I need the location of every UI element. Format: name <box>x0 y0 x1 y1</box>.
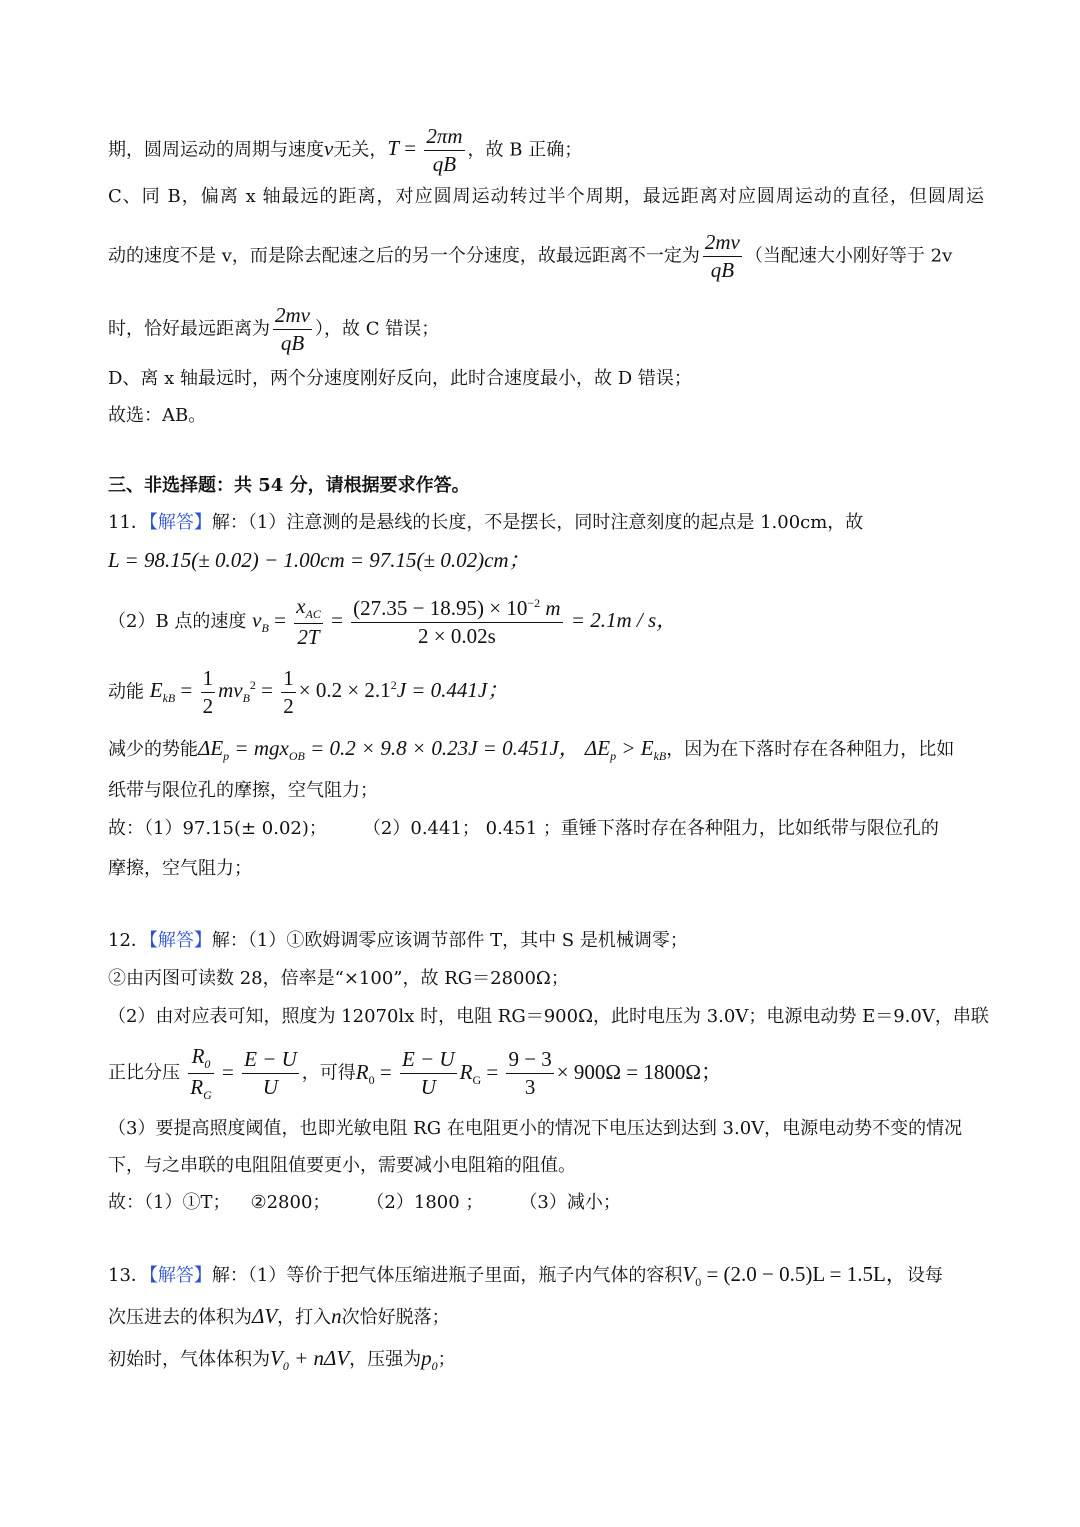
var-R: R <box>459 1059 473 1084</box>
text: （2）B 点的速度 <box>108 610 247 632</box>
numerator: E − U <box>244 1047 297 1072</box>
denominator: U <box>242 1073 299 1098</box>
text: （2）1800 ； <box>366 1192 484 1213</box>
denominator: U <box>400 1073 457 1098</box>
q11-potential <box>108 738 984 762</box>
result: = 0.2 × 9.8 × 0.23J = 0.451J， <box>304 736 580 760</box>
q11-line-1 <box>108 514 984 532</box>
line-option-d: D、离 x 轴最远时，两个分速度刚好反向，此时合速度最小，故 D 错误； <box>108 368 692 389</box>
q12-line-6: 下，与之串联的电阻阻值要更小，需要减小电阻箱的阻值。 <box>108 1155 576 1176</box>
fraction-half-2: $\frac{1}{2}$ <box>283 666 294 718</box>
subscript: OB <box>288 749 305 764</box>
q13-line-1 <box>108 1264 984 1288</box>
q12-line-5: （3）要提高照度阈值，也即光敏电阻 RG 在电阻更小的情况下电压达到达到 3.0V，电源电动势不变的情况 <box>108 1118 963 1139</box>
fraction-half: $\frac{1}{2}$ <box>202 666 214 718</box>
text: 解：（1）等价于把气体压缩进瓶子里面，瓶子内气体的容积 <box>211 1265 683 1286</box>
numerator: 9 − 3 <box>508 1047 552 1072</box>
question-number: 13． <box>108 1265 149 1286</box>
text: （2）0.441； <box>362 818 480 839</box>
text: ，故 B 正确； <box>467 139 583 161</box>
var-p: p <box>421 1346 432 1370</box>
var-dV: ΔV <box>252 1304 278 1328</box>
var-E: E <box>149 678 163 703</box>
numerator: x <box>296 594 306 618</box>
superscript: −2 <box>527 596 541 611</box>
q12-line-1 <box>108 932 984 950</box>
denominator: 2 × 0.02s <box>351 622 562 647</box>
text: 故：（1）97.15(± 0.02)； <box>108 818 327 839</box>
q11-kinetic: 动能 $E_{kB}$ = $\frac{1}{2}$ $mv_B^2$ = $\frac{1}{2}$ × $0.2 \times 2.1^2J = 0.441J$； <box>108 666 509 718</box>
q13-line-2 <box>108 1306 984 1327</box>
text: ；重锤下落时存在各种阻力，比如纸带与限位孔的 <box>542 818 939 839</box>
subscript: kB <box>653 749 667 764</box>
line-option-c: C、同 B，偏离 x 轴最远的距离，对应圆周运动转过半个周期，最远距离对应圆周运动的直径，但圆周运 <box>108 186 984 207</box>
q11-line-8: 摩擦，空气阻力； <box>108 858 252 879</box>
superscript: 2 <box>249 678 256 693</box>
subscript: G <box>203 1088 212 1103</box>
q12-line-2: ②由丙图可读数 28，倍率是“×100”，故 RG＝2800Ω； <box>108 968 569 989</box>
superscript: 2 <box>390 678 397 693</box>
result: × 900Ω = 1800Ω； <box>556 1059 722 1084</box>
q12-summary <box>108 1194 984 1212</box>
denominator: qB <box>424 150 464 175</box>
q12-line-3: （2）由对应表可知，照度为 12070lx 时，电阻 RG＝900Ω，此时电压为 3.0V；电源电动势 E＝9.0V，串联 <box>108 1006 989 1027</box>
text: 动能 <box>108 681 144 703</box>
term: = mgx <box>229 736 289 760</box>
text: 正比分压 <box>108 1062 180 1084</box>
term: ΔE <box>584 736 611 760</box>
fraction-93 <box>506 1049 553 1098</box>
answer-tag: 【解答】 <box>148 1265 212 1286</box>
line-period <box>108 126 984 175</box>
subscript: AC <box>305 607 321 622</box>
text: 次压进去的体积为 <box>108 1307 252 1328</box>
text: 无关， <box>333 139 388 161</box>
question-number: 12． <box>108 930 149 951</box>
q11-velocity: （2）B 点的速度 $v_B$ = $\frac{x_{AC}}{2T}$ = $\frac{(27.35 - 18.95) \times 10^{-2} m}{2 \times 0.02s}$ = 2.1m / s， <box>108 594 678 650</box>
text: 次恰好脱落； <box>341 1307 450 1328</box>
unit: m <box>545 596 561 621</box>
text: ②2800； <box>250 1192 331 1213</box>
numerator: 2πm <box>426 124 463 148</box>
subscript: p <box>223 749 230 764</box>
var-T: T <box>387 136 400 161</box>
fraction-velocity-value <box>351 597 562 647</box>
question-number: 11． <box>108 512 149 533</box>
numerator: 2mv <box>275 303 310 327</box>
term: + nΔV <box>288 1346 350 1370</box>
term: > E <box>616 736 654 760</box>
fraction-r0-rg <box>188 1046 214 1101</box>
line-answer: 故选：AB。 <box>108 405 207 426</box>
answer-tag: 【解答】 <box>148 512 212 533</box>
numerator: (27.35 − 18.95) × 10 <box>353 596 528 621</box>
text: 解：（1）①欧姆调零应该调节部件 T，其中 S 是机械调零； <box>211 930 688 951</box>
term: ΔE <box>198 736 224 760</box>
subscript: 0 <box>204 1057 211 1072</box>
numerator: 2mv <box>704 230 740 254</box>
text: ； <box>437 1349 456 1370</box>
q11-length-equation: L = 98.15(± 0.02) − 1.00cm = 97.15(± 0.02)cm； <box>108 548 530 572</box>
denominator: qB <box>703 256 742 281</box>
denominator: 3 <box>506 1073 553 1098</box>
subscript: G <box>472 1072 482 1087</box>
line-option-c-end <box>108 305 984 354</box>
subscript: 0 <box>282 1359 289 1374</box>
equals: = <box>399 136 422 161</box>
numerator: R <box>191 1044 205 1068</box>
text: ，因为在下落时存在各种阻力，比如 <box>666 739 955 760</box>
text: 期，圆周运动的周期与速度 <box>108 139 324 161</box>
var-v: v <box>324 136 334 161</box>
numerator: E − U <box>401 1047 455 1072</box>
subscript: 0 <box>431 1359 438 1374</box>
text: 初始时，气体体积为 <box>108 1349 270 1370</box>
q13-line-3 <box>108 1348 984 1372</box>
fraction-distance <box>703 232 742 281</box>
denominator: R <box>190 1075 204 1100</box>
text: ），故 C 错误； <box>315 318 440 340</box>
text: 0.451 <box>485 818 538 839</box>
denominator: 2T <box>294 623 323 648</box>
subscript: kB <box>162 691 176 706</box>
subscript: B <box>261 621 269 636</box>
var-V: V <box>682 1262 696 1286</box>
subscript: p <box>610 749 617 764</box>
text: 解：（1）注意测的是悬线的长度，不是摆长，同时注意刻度的起点是 1.00cm，故 <box>211 512 864 533</box>
line-option-c-cont <box>108 232 984 281</box>
text: ，压强为 <box>349 1349 422 1370</box>
fraction-distance-2 <box>273 305 312 354</box>
text: （当配速大小刚好等于 2v <box>744 245 953 267</box>
text: （3）减小； <box>519 1192 621 1213</box>
text: 设每 <box>906 1265 943 1286</box>
text: 故：（1）①T； <box>108 1192 231 1213</box>
q11-summary <box>108 820 984 838</box>
text: ，打入 <box>277 1307 332 1328</box>
subscript: 0 <box>695 1275 702 1290</box>
fraction-xac <box>294 596 323 648</box>
fraction-period <box>424 126 464 175</box>
section-heading: 三、非选择题：共 54 分，请根据要求作答。 <box>108 475 470 496</box>
q11-line-6: 纸带与限位孔的摩擦，空气阻力； <box>108 780 378 801</box>
result: J = 0.441J； <box>396 678 509 703</box>
fraction-eu-2 <box>400 1049 457 1098</box>
fraction-eu <box>242 1049 299 1098</box>
var-R: R <box>355 1059 369 1084</box>
text: 减少的势能 <box>108 739 198 760</box>
subscript: B <box>242 691 250 706</box>
answer-tag: 【解答】 <box>148 930 212 951</box>
var-v: v <box>252 607 262 632</box>
subscript: 0 <box>368 1072 375 1087</box>
text: 时，恰好最远距离为 <box>108 318 270 340</box>
denominator: qB <box>273 329 312 354</box>
text: 动的速度不是 v，而是除去配速之后的另一个分速度，故最远距离不一定为 <box>108 245 700 267</box>
text: ，可得 <box>301 1062 356 1084</box>
var-n: n <box>331 1304 342 1328</box>
result: = 2.1m / s， <box>570 607 678 632</box>
q12-divider-equation: 正比分压 $\frac{R_0}{R_G}$ = $\frac{E - U}{U}$ ，可得$R_0$ = $\frac{E - U}{U}$ $R_G$ = $\frac{9 - 3}{3}$ × 900Ω = 1800Ω； <box>108 1044 722 1103</box>
term: × 0.2 × 2.1 <box>298 678 391 703</box>
result: = (2.0 − 0.5)L = 1.5L， <box>701 1262 907 1286</box>
var-V: V <box>270 1346 283 1370</box>
term: mv <box>218 678 243 703</box>
